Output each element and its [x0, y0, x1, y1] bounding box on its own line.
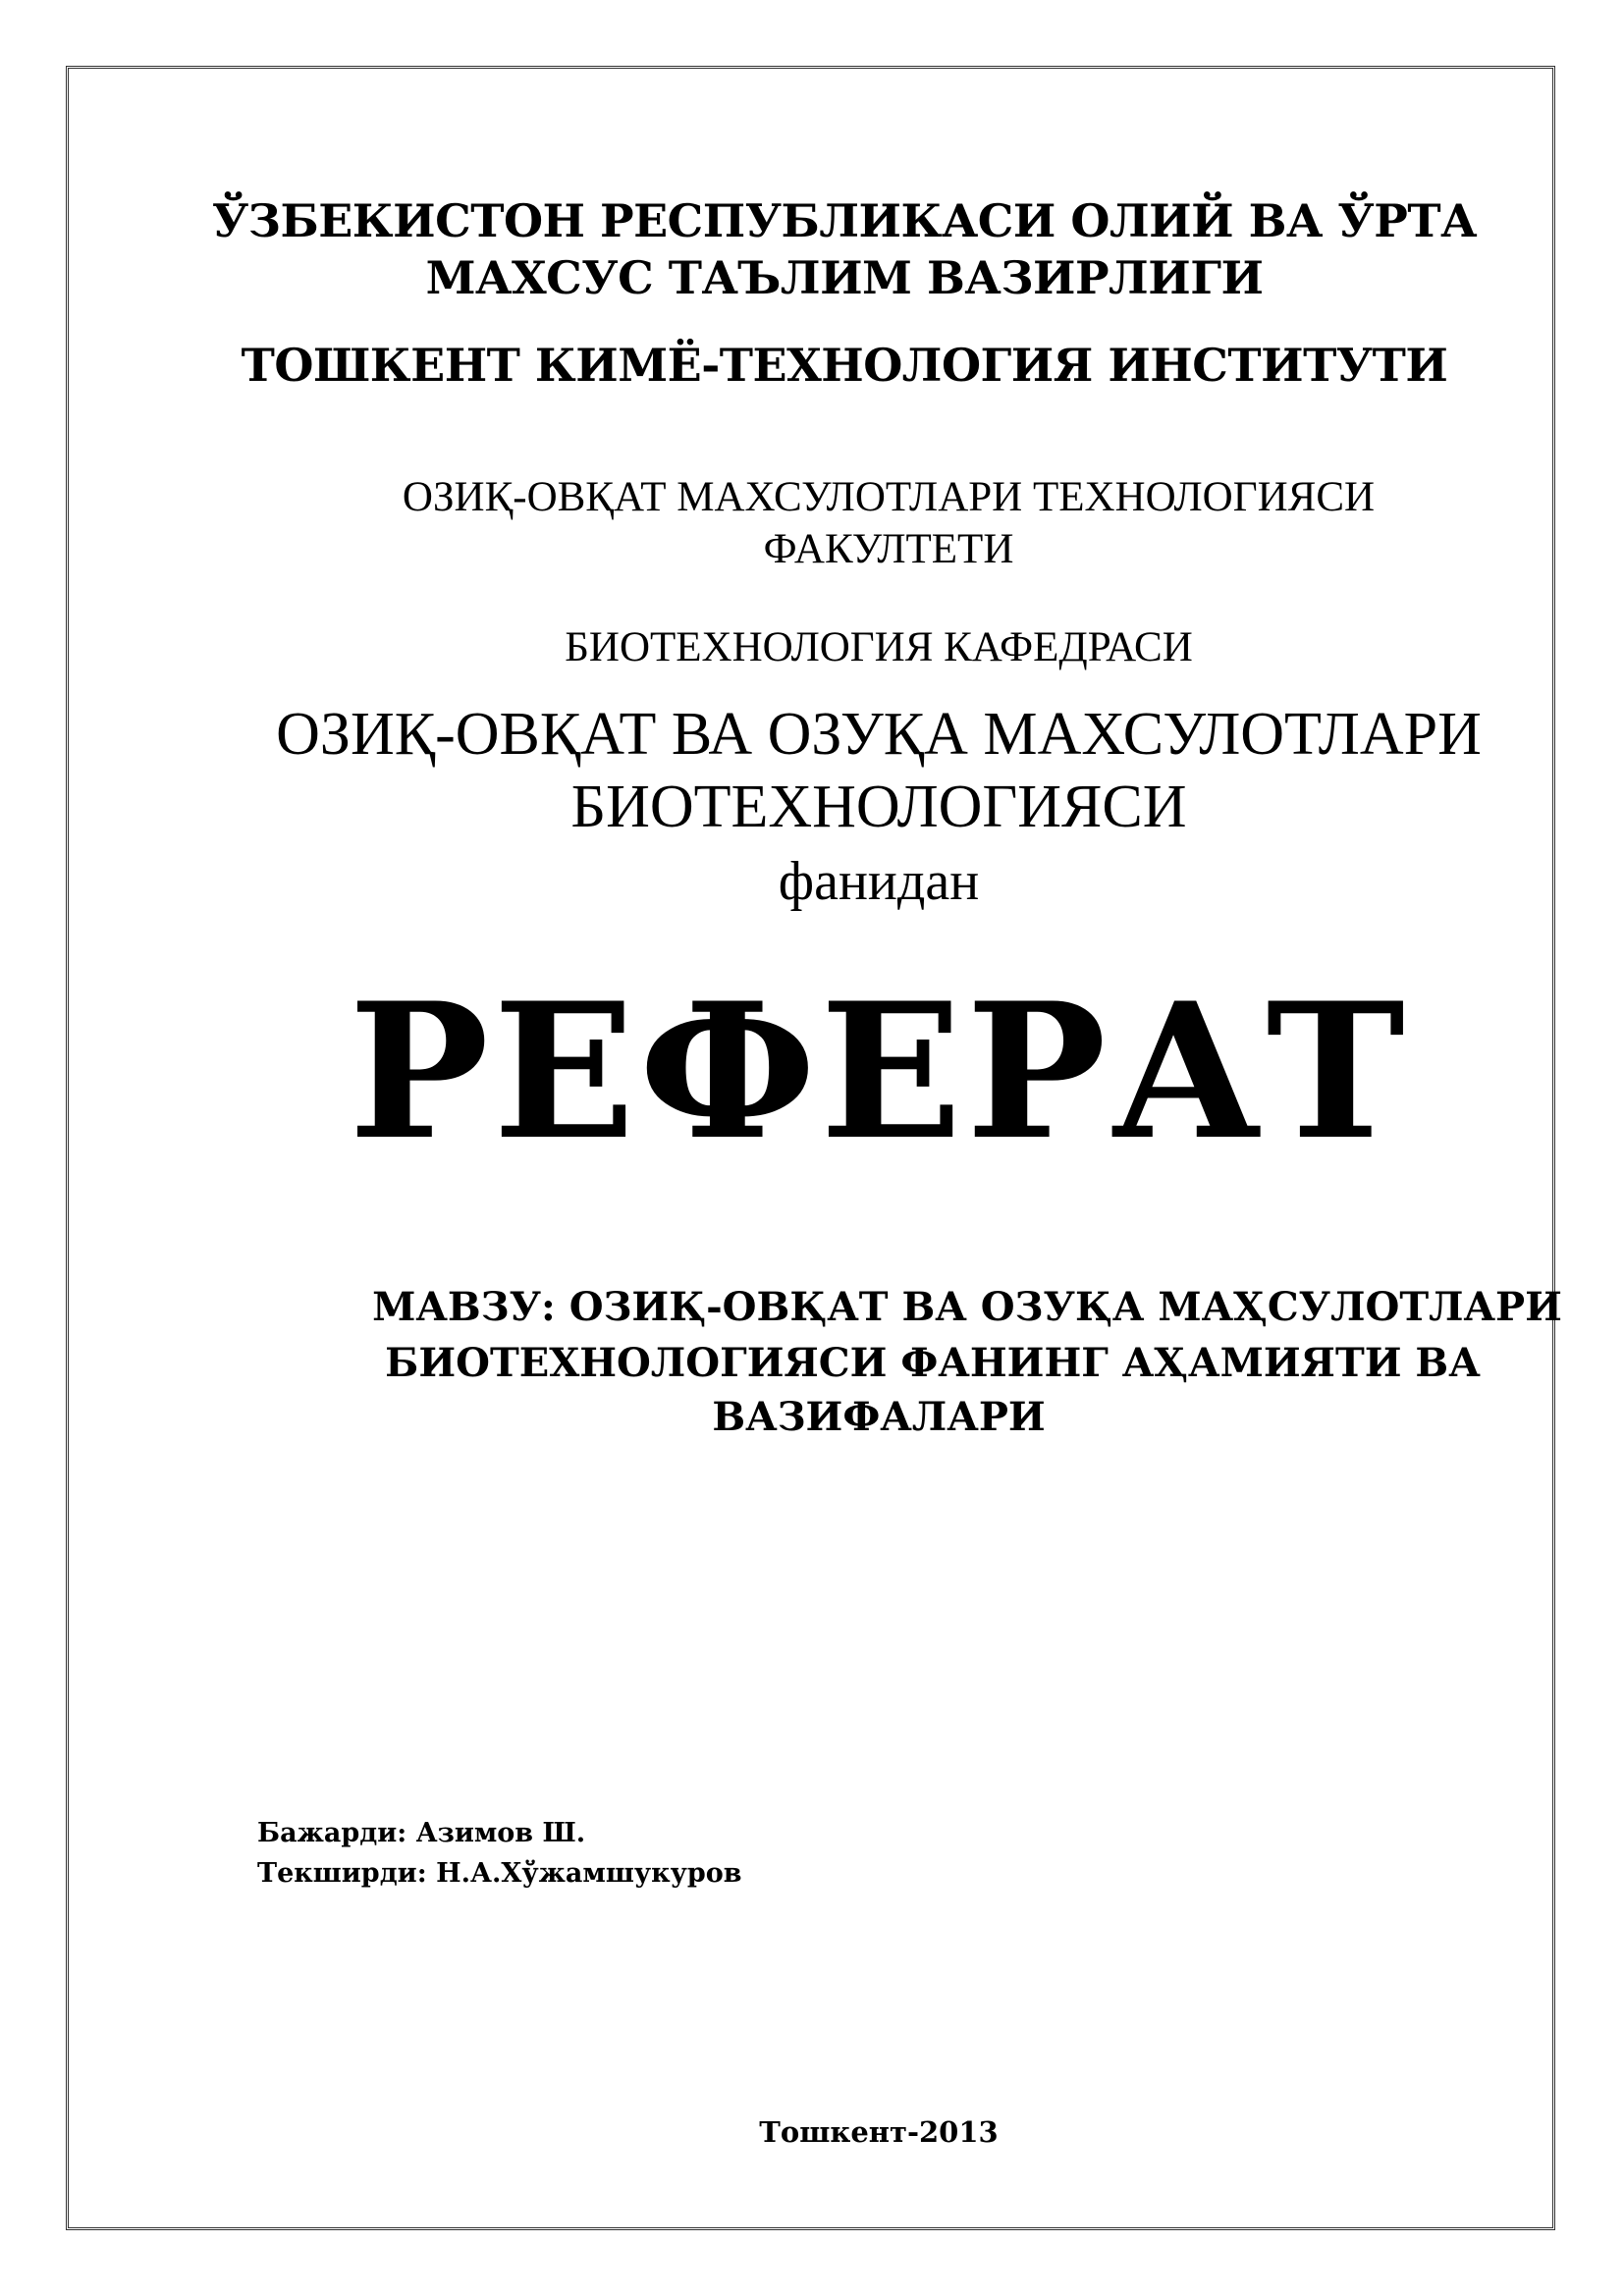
checked-by: Текширди: Н.А.Хўжамшукуров [257, 1858, 742, 1889]
topic-line3: ВАЗИФАЛАРИ [712, 1394, 1046, 1440]
topic-line2: БИОТЕХНОЛОГИЯСИ ФАНИНГ АҲАМИЯТИ ВА [385, 1340, 1481, 1386]
faculty-name-line2: ФАКУЛТЕТИ [763, 526, 1014, 572]
institute-title: ТОШКЕНТ КИМЁ-ТЕХНОЛОГИЯ ИНСТИТУТИ [241, 339, 1448, 392]
ministry-title-line1: ЎЗБЕКИСТОН РЕСПУБЛИКАСИ ОЛИЙ ВА ЎРТА [211, 194, 1478, 247]
department-name: БИОТЕХНОЛОГИЯ КАФЕДРАСИ [565, 624, 1193, 670]
subject-name-line1: ОЗИҚ-ОВҚАТ ВА ОЗУҚА МАХСУЛОТЛАРИ [276, 701, 1482, 768]
subject-name-line2: БИОТЕХНОЛОГИЯСИ [570, 774, 1187, 840]
document-type-title: РЕФЕРАТ [349, 962, 1409, 1181]
faculty-name-line1: ОЗИҚ-ОВҚАТ МАХСУЛОТЛАРИ ТЕХНОЛОГИЯСИ [402, 474, 1376, 520]
place-and-year: Тошкент-2013 [759, 2115, 999, 2149]
subject-suffix: фанидан [778, 851, 980, 912]
performed-by: Бажарди: Азимов Ш. [257, 1818, 586, 1848]
ministry-title-line2: МАХСУС ТАЪЛИМ ВАЗИРЛИГИ [425, 251, 1264, 304]
topic-line1: МАВЗУ: ОЗИҚ-ОВҚАТ ВА ОЗУҚА МАҲСУЛОТЛАРИ [372, 1284, 1562, 1330]
